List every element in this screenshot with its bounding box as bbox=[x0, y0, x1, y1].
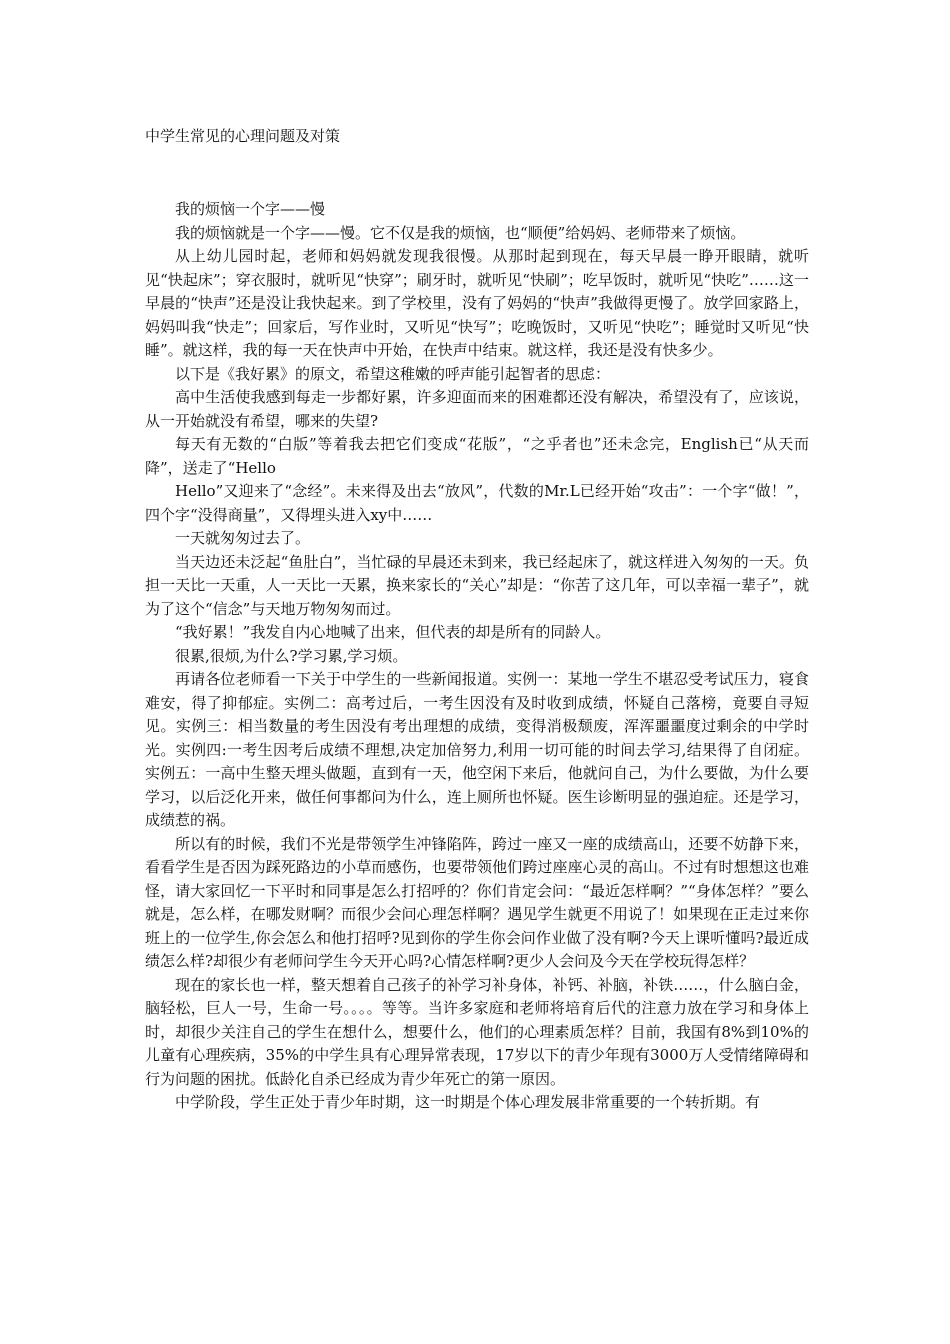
section-heading: 我的烦恼一个字——慢 bbox=[175, 200, 326, 218]
paragraph: 所以有的时候，我们不光是带领学生冲锋陷阵，跨过一座又一座的成绩高山，还要不妨静下来，看看学生是否因为踩死路边的小草而感伤，也要带领他们跨过座座心灵的高山。不过有时想想这也难怪，请大家回忆一下平时和同事是怎么打招呼的？你们肯定会问：“最近怎样啊？”“身体怎样？”要么就是，怎么样，在哪发财啊？而很少会问心理怎样啊？遇见学生就更不用说了！如果现在正走过来你班上的一位学生,你会怎么和他打招呼?见到你的学生你会问作业做了没有啊?今天上课听懂吗?最近成绩怎么样?却很少有老师问学生今天开心吗?心情怎样啊?更少人会问及今天在学校玩得怎样？ bbox=[145, 834, 809, 970]
paragraph: 每天有无数的“白版”等着我去把它们变成“花版”，“之乎者也”还未念完，English已“从天而降”，送走了“Hello bbox=[145, 435, 809, 477]
paragraph: Hello”又迎来了“念经”。未来得及出去“放风”，代数的Mr.L已经开始“攻击”：一个字“做！”，四个字“没得商量”，又得埋头进入xy中…… bbox=[145, 482, 809, 524]
paragraph: 以下是《我好累》的原文，希望这稚嫩的呼声能引起智者的思虑： bbox=[175, 364, 611, 383]
paragraph: 再请各位老师看一下关于中学生的一些新闻报道。实例一：某地一学生不堪忍受考试压力，寝食难安，得了抑郁症。实例二：高考过后，一考生因没有及时收到成绩，怀疑自己落榜，竟要自寻短见。实例三：相当数量的考生因没有考出理想的成绩，变得消极颓废，浑浑噩噩度过剩余的中学时光。实例四:一考生因考后成绩不理想,决定加倍努力,利用一切可能的时间去学习,结果得了自闭症。实例五：一高中生整天埋头做题，直到有一天，他空闲下来后，他就问自己，为什么要做，为什么要学习，以后泛化开来，做任何事都问为什么，连上厕所也怀疑。医生诊断明显的强迫症。还是学习，成绩惹的祸。 bbox=[145, 670, 809, 829]
paragraph: 当天边还未泛起“鱼肚白”，当忙碌的早晨还未到来，我已经起床了，就这样进入匆匆的一天。负担一天比一天重，人一天比一天累，换来家长的“关心”却是：“你苦了这几年，可以幸福一辈子”，就为了这个“信念”与天地万物匆匆而过。 bbox=[145, 552, 809, 618]
document-body bbox=[145, 198, 809, 1115]
paragraph: 我的烦恼就是一个字——慢。它不仅是我的烦恼，也“顺便”给妈妈、老师带来了烦恼。 bbox=[175, 223, 746, 242]
paragraph: 从上幼儿园时起，老师和妈妈就发现我很慢。从那时起到现在，每天早晨一睁开眼睛，就听见“快起床”；穿衣服时，就听见“快穿”；刷牙时，就听见“快刷”；吃早饭时，就听见“快吃”……这一早晨的“快声”还是没让我快起来。到了学校里，没有了妈妈的“快声”我做得更慢了。放学回家路上，妈妈叫我“快走”；回家后，写作业时，又听见“快写”；吃晚饭时，又听见“快吃”；睡觉时又听见“快睡”。就这样，我的每一天在快声中开始，在快声中结束。就这样，我还是没有快多少。 bbox=[145, 247, 809, 359]
document-title: 中学生常见的心理问题及对策 bbox=[145, 127, 341, 145]
paragraph: 高中生活使我感到每走一步都好累，许多迎面而来的困难都还没有解决，希望没有了，应该说，从一开始就没有希望，哪来的失望? bbox=[145, 388, 809, 430]
paragraph: 现在的家长也一样，整天想着自己孩子的补学习补身体，补钙、补脑，补铁……，什么脑白金，脑轻松，巨人一号，生命一号。。。。等等。当许多家庭和老师将培育后代的注意力放在学习和身体上时，却很少关注自己的学生在想什么，想要什么，他们的心理素质怎样？目前，我国有8%到10%的儿童有心理疾病，35%的中学生具有心理异常表现，17岁以下的青少年现有3000万人受情绪障碍和行为问题的困扰。低龄化自杀已经成为青少年死亡的第一原因。 bbox=[145, 975, 809, 1088]
paragraph: “我好累！”我发自内心地喊了出来，但代表的却是所有的同龄人。 bbox=[175, 623, 611, 641]
paragraph: 很累,很烦,为什么?学习累,学习烦。 bbox=[175, 646, 408, 665]
paragraph: 一天就匆匆过去了。 bbox=[175, 529, 311, 547]
paragraph: 中学阶段，学生正处于青少年时期，这一时期是个体心理发展非常重要的一个转折期。有 bbox=[175, 1093, 761, 1111]
